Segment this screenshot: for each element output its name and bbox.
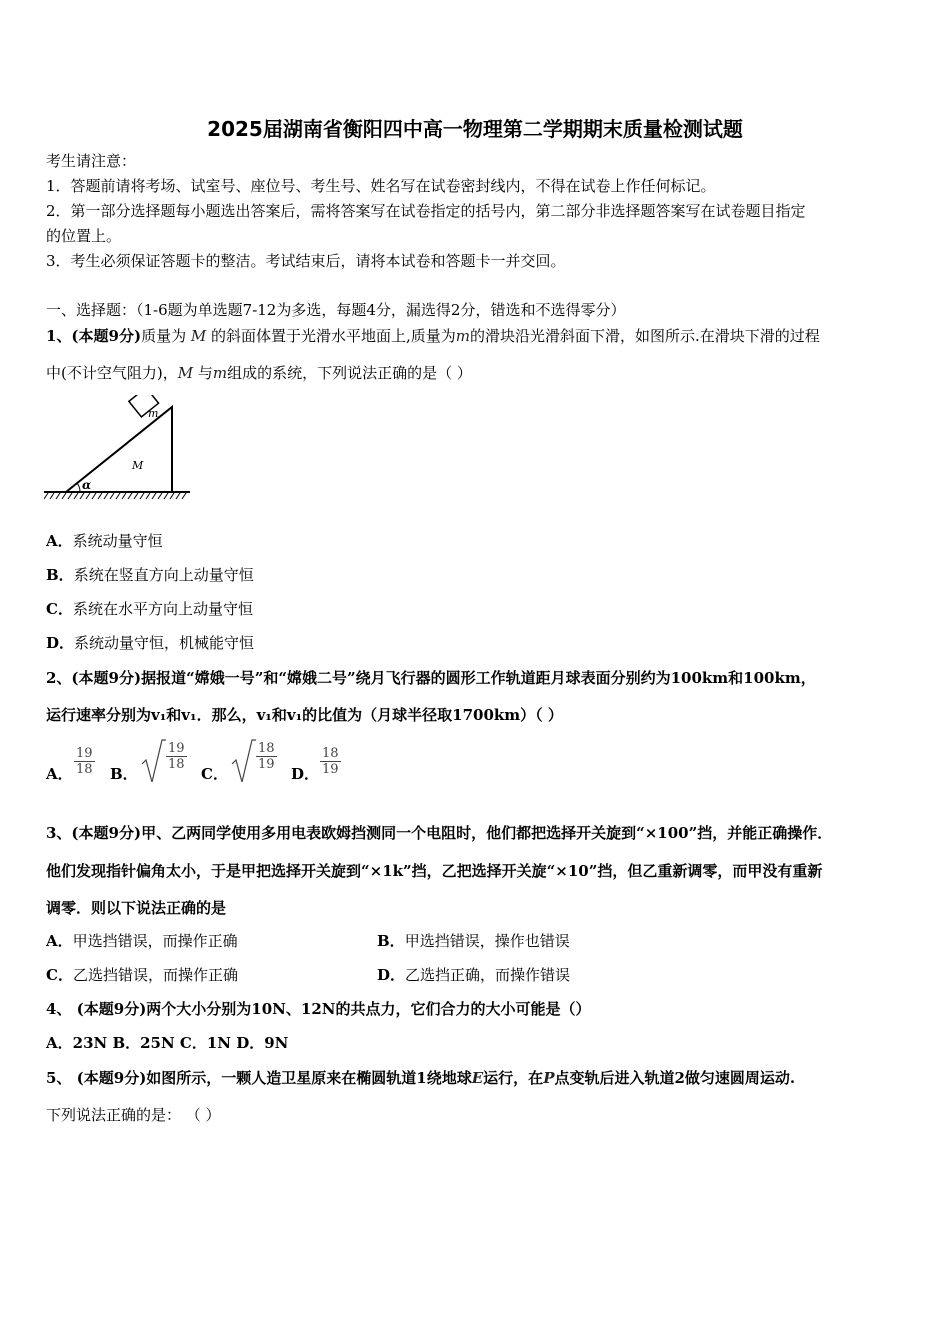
q3-option-b[interactable] [377,931,570,951]
q3-option-b-label: B． [377,932,405,950]
q3-option-c-text: 乙选挡错误，而操作正确 [72,966,238,984]
q2-line-2: 运行速率分别为v₁和v₁．那么，v₁和v₁的比值为（月球半径取1700km）（ ） [46,706,563,724]
q5-line-1 [46,1068,795,1088]
fig-label-m: m [148,407,159,420]
q1-option-a[interactable] [46,531,163,551]
notice-item-2: 2．第一部分选择题每小题选出答案后，需将答案写在试卷指定的括号内，第二部分非选择题答案写在试卷题目指定 [46,202,806,220]
q3-option-a-text: 甲选挡错误，而操作正确 [72,932,238,950]
q1-option-d-text: 系统动量守恒，机械能守恒 [74,634,255,652]
q3-option-c-label: C． [46,966,73,984]
q2-option-b-den: 18 [168,757,185,772]
q2-option-c-label[interactable]: C． [201,765,228,783]
q3-option-c[interactable] [46,965,238,985]
q5-text-a: 5、 (本题9分)如图所示，一颗人造卫星原来在椭圆轨道1绕地球 [46,1069,472,1087]
notice-item-2-cont: 的位置上。 [46,227,122,245]
q1-mass-m-2: m [212,364,228,382]
sqrt-sign-icon [140,738,166,782]
q3-line-1: 3、(本题9分)甲、乙两同学使用多用电表欧姆挡测同一个电阻时，他们都把选择开关旋到“×100”挡，并能正确操作． [46,824,833,842]
q5-text-b: 运行，在 [483,1069,544,1087]
page-title: 2025届湖南省衡阳四中高一物理第二学期期末质量检测试题 [207,117,743,141]
q3-option-d-text: 乙选挡正确，而操作错误 [405,966,571,984]
ground-hatch [44,492,190,499]
q1-option-b-label: B． [46,566,74,584]
notice-item-1: 1．答题前请将考场、试室号、座位号、考生号、姓名写在试卷密封线内，不得在试卷上作任何标记。 [46,177,716,195]
q1-option-c-text: 系统在水平方向上动量守恒 [72,600,253,618]
q2-option-d-fraction[interactable] [320,746,341,777]
q1-mass-m: m [455,327,471,345]
q1-option-c[interactable] [46,599,253,619]
q1-mass-M: M [190,327,207,345]
q2-option-a-num: 19 [76,746,93,761]
q2-option-a-label[interactable]: A． [46,765,73,783]
q3-option-b-text: 甲选挡错误，操作也错误 [404,932,570,950]
q2-option-d-num: 18 [322,746,339,761]
q1-text-d: 中(不计空气阻力)， [46,364,178,382]
q3-line-3: 调零．则以下说法正确的是 [46,899,227,917]
q3-option-a[interactable] [46,931,238,951]
q5-point-P: P [543,1069,555,1087]
q3-option-d-label: D． [377,966,406,984]
q2-option-d-label[interactable]: D． [291,765,320,783]
q2-option-b-label[interactable]: B． [110,765,138,783]
q1-option-a-text: 系统动量守恒 [72,532,163,550]
q3-option-d[interactable] [377,965,570,985]
q2-option-a-fraction[interactable] [74,746,95,777]
sqrt-sign-icon [230,738,256,782]
angle-arc [77,483,80,492]
q2-option-b-fraction [166,741,187,772]
q2-option-c-num: 18 [258,741,275,756]
q1-option-d[interactable] [46,633,254,653]
q4-line-1: 4、 (本题9分)两个大小分别为10N、12N的共点力，它们合力的大小可能是（） [46,1000,591,1018]
q1-option-a-label: A． [46,532,73,550]
q5-line-2: 下列说法正确的是： （ ） [46,1106,221,1124]
q2-option-c-den: 19 [258,757,275,772]
notice-heading: 考生请注意： [46,152,137,170]
q1-line-1 [46,326,820,346]
notice-item-3: 3．考生必须保证答题卡的整洁。考试结束后，请将本试卷和答题卡一并交回。 [46,252,566,270]
q2-line-1: 2、(本题9分)据报道“嫦娥一号”和“嫦娥二号”绕月飞行器的圆形工作轨道距月球表面分别约为100km和100km， [46,669,816,687]
q1-text-c: 的滑块沿光滑斜面下滑，如图所示.在滑块下滑的过程 [470,327,820,345]
q1-line-2 [46,363,472,383]
fig-label-M: M [132,459,144,472]
q3-option-a-label: A． [46,932,73,950]
q2-option-a-den: 18 [76,762,93,777]
q2-option-c-fraction [256,741,277,772]
section-heading: 一、选择题：（1-6题为单选题7-12为多选，每题4分，漏选得2分，错选和不选得零分） [46,301,626,319]
q4-options[interactable]: A．23N B．25N C．1N D．9N [46,1034,289,1052]
fig-label-alpha: α [82,478,92,492]
q1-prefix: 1、(本题9分) [46,327,142,345]
q3-line-2: 他们发现指针偏角太小，于是甲把选择开关旋到“×1k”挡，乙把选择开关旋“×10”挡，但乙重新调零，而甲没有重新 [46,862,823,880]
q2-option-d-den: 19 [322,762,339,777]
q2-option-b-num: 19 [168,741,185,756]
q1-text-f: 组成的系统，下列说法正确的是（ ） [227,364,472,382]
q5-earth-E: E [471,1069,484,1087]
q1-option-b[interactable] [46,565,254,585]
incline-figure [44,395,194,505]
q1-option-d-label: D． [46,634,75,652]
q1-mass-M-2: M [177,364,194,382]
q1-option-b-text: 系统在竖直方向上动量守恒 [73,566,254,584]
q1-text-b: 的斜面体置于光滑水平地面上,质量为 [211,327,456,345]
q1-text-a: 质量为 [141,327,187,345]
q1-text-e: 与 [197,364,213,382]
q1-option-c-label: C． [46,600,73,618]
q5-text-c: 点变轨后进入轨道2做匀速圆周运动. [554,1069,796,1087]
